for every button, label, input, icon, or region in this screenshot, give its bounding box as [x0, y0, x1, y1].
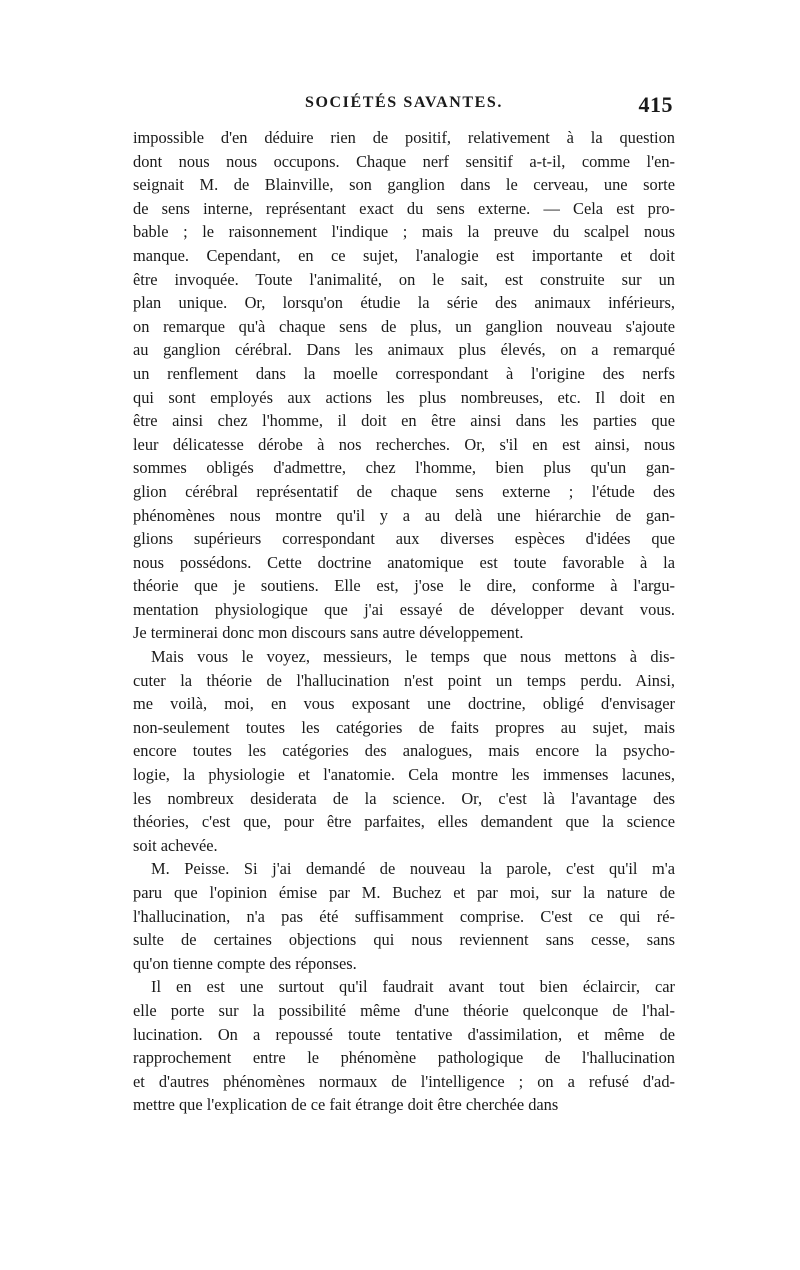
text-line: au ganglion cérébral. Dans les animaux plus élevés, on a remarqué	[133, 340, 675, 360]
text-line: plan unique. Or, lorsqu'on étudie la série des animaux inférieurs,	[133, 293, 675, 313]
text-line: glions supérieurs correspondant aux diverses espèces d'idées que	[133, 529, 675, 549]
text-line: elle porte sur la possibilité même d'une théorie quelconque de l'hal-	[133, 1000, 675, 1020]
body-text	[133, 126, 675, 1117]
text-line: paru que l'opinion émise par M. Buchez et par moi, sur la nature de	[133, 883, 675, 902]
text-line: manque. Cependant, en ce sujet, l'analogie est importante et doit	[133, 245, 675, 265]
text-line: sulte de certaines objections qui nous reviennent sans cesse, sans	[133, 930, 675, 950]
text-line: et d'autres phénomènes normaux de l'intelligence ; on a refusé d'ad-	[133, 1071, 675, 1091]
text-line: Il en est une surtout qu'il faudrait avant tout bien éclaircir, car	[151, 977, 675, 997]
text-line: dont nous nous occupons. Chaque nerf sensitif a-t-il, comme l'en-	[133, 151, 675, 171]
text-line: nous possédons. Cette doctrine anatomique est toute favorable à la	[133, 552, 675, 572]
text-line: théorie que je soutiens. Elle est, j'ose le dire, conforme à l'argu-	[133, 576, 675, 596]
text-line: phénomènes nous montre qu'il y a au delà une hiérarchie de gan-	[133, 505, 675, 525]
text-line: qu'on tienne compte des réponses.	[133, 953, 357, 973]
text-line: un renflement dans la moelle correspondant à l'origine des nerfs	[133, 363, 675, 383]
text-line: seignait M. de Blainville, son ganglion dans le cerveau, une sorte	[133, 175, 675, 195]
running-title: SOCIÉTÉS SAVANTES.	[304, 94, 504, 111]
text-line: être ainsi chez l'homme, il doit en être ainsi dans les parties que	[133, 411, 675, 431]
text-line: mentation physiologique que j'ai essayé de développer devant vous.	[133, 599, 675, 619]
paragraph	[133, 126, 675, 645]
text-line: de sens interne, représentant exact du sens externe. — Cela est pro-	[133, 198, 675, 218]
text-line: glion cérébral représentatif de chaque sens externe ; l'étude des	[133, 481, 675, 501]
text-line: lucination. On a repoussé toute tentative d'assimilation, et même de	[133, 1024, 675, 1044]
paragraph	[133, 645, 675, 857]
text-line: qui sont employés aux actions les plus nombreuses, etc. Il doit en	[133, 387, 675, 407]
text-line: bable ; le raisonnement l'indique ; mais la preuve du scalpel nous	[133, 222, 675, 242]
text-line: sommes obligés d'admettre, chez l'homme, bien plus qu'un gan-	[133, 458, 675, 478]
text-line: soit achevée.	[133, 835, 218, 855]
text-line: non-seulement toutes les catégories de faits propres au sujet, mais	[133, 717, 675, 737]
text-line: impossible d'en déduire rien de positif, relativement à la question	[133, 128, 675, 147]
text-line: leur délicatesse dérobe à nos recherches. Or, s'il en est ainsi, nous	[133, 434, 675, 454]
text-line: logie, la physiologie et l'anatomie. Cela montre les immenses lacunes,	[133, 765, 675, 785]
text-line: cuter la théorie de l'hallucination n'est point un temps perdu. Ainsi,	[133, 670, 675, 690]
paragraph	[133, 857, 675, 975]
text-line: Je terminerai donc mon discours sans autre développement.	[133, 623, 524, 643]
text-line: mettre que l'explication de ce fait étrange doit être cherchée dans	[133, 1095, 559, 1115]
paragraph	[133, 975, 675, 1117]
text-line: rapprochement entre le phénomène pathologique de l'hallucination	[133, 1048, 675, 1068]
text-line: M. Peisse. Si j'ai demandé de nouveau la parole, c'est qu'il m'a	[151, 859, 675, 879]
text-line: les nombreux desiderata de la science. Or, c'est là l'avantage des	[133, 788, 675, 808]
text-line: encore toutes les catégories des analogues, mais encore la psycho-	[133, 741, 675, 761]
text-line: théories, c'est que, pour être parfaites, elles demandent que la science	[133, 812, 675, 832]
page-number: 415	[638, 92, 673, 117]
text-line: l'hallucination, n'a pas été suffisamment comprise. C'est ce qui ré-	[133, 906, 675, 926]
text-line: on remarque qu'à chaque sens de plus, un ganglion nouveau s'ajoute	[133, 316, 675, 336]
running-head	[133, 92, 675, 120]
text-line: être invoquée. Toute l'animalité, on le sait, est construite sur un	[133, 269, 675, 289]
text-line: me voilà, moi, en vous exposant une doctrine, obligé d'envisager	[133, 694, 675, 714]
text-line: Mais vous le voyez, messieurs, le temps que nous mettons à dis-	[151, 647, 675, 667]
